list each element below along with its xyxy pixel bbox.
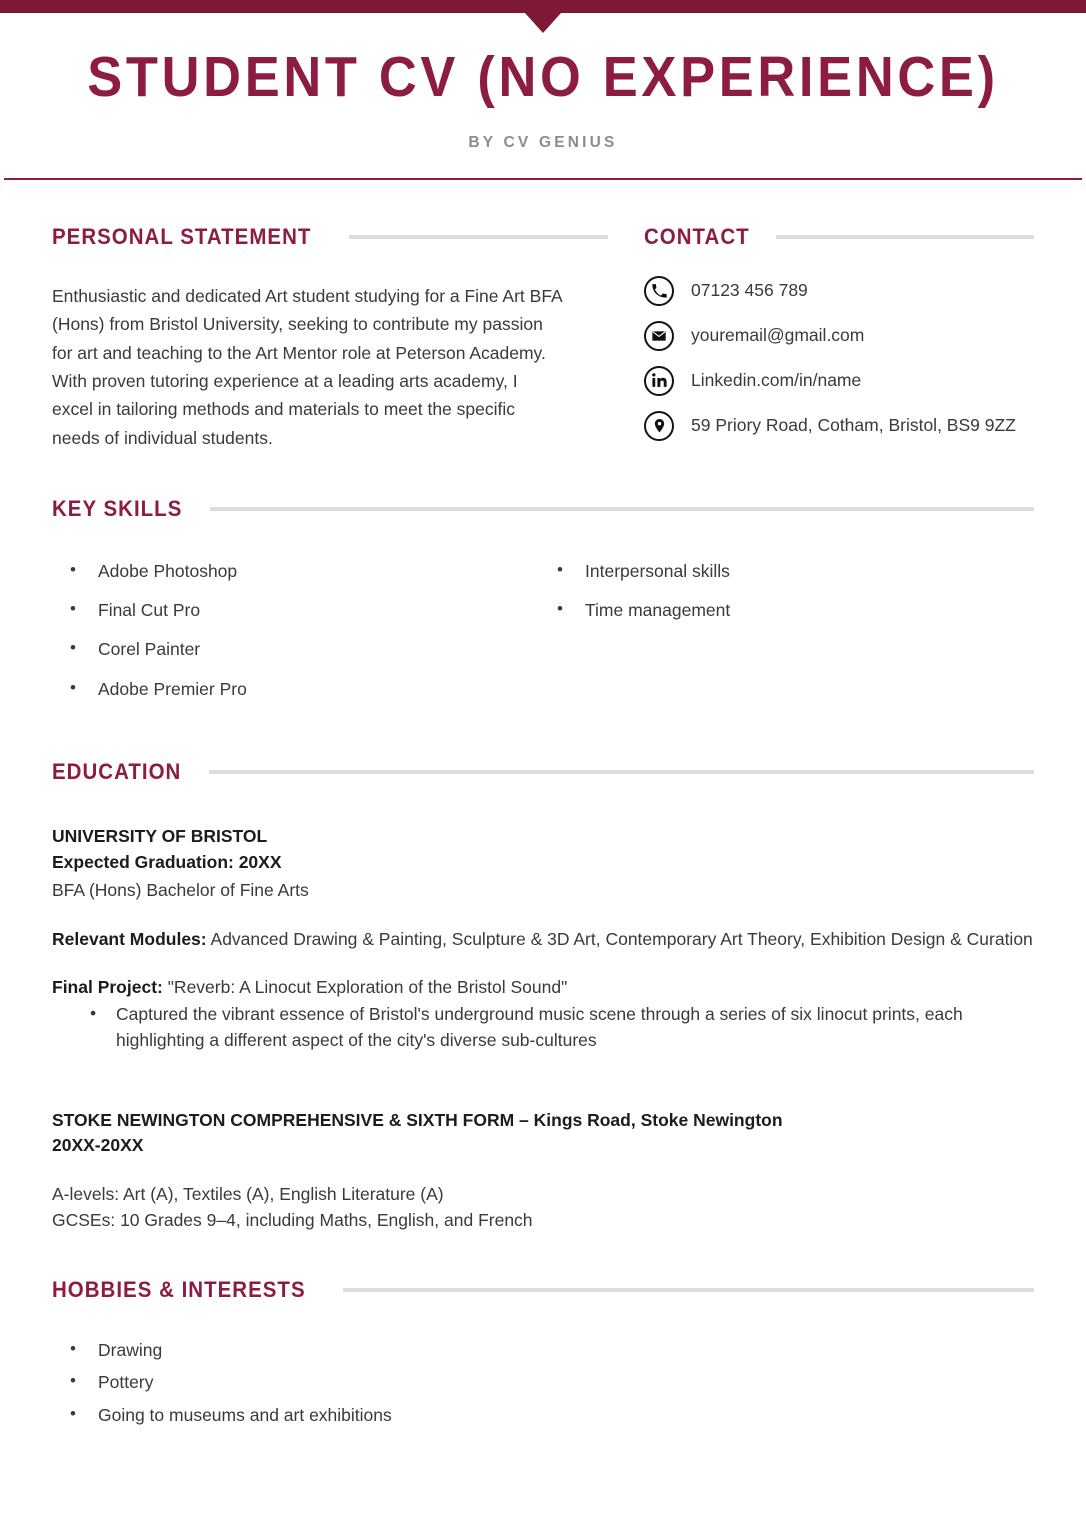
linkedin-icon xyxy=(644,366,674,396)
final-project-value: "Reverb: A Linocut Exploration of the Bristol Sound" xyxy=(162,976,568,997)
hobbies-heading xyxy=(52,1277,1034,1303)
contact-value: youremail@gmail.com xyxy=(691,325,865,346)
hobbies-section xyxy=(52,1277,1034,1428)
university-name: UNIVERSITY OF BRISTOL xyxy=(52,825,268,846)
page-subtitle: BY CV GENIUS xyxy=(468,133,618,151)
list-item: • Captured the vibrant essence of Bristol's underground music scene through a series of six linocut prints, each highlighting a different aspect of the city's diverse sub-cultures xyxy=(52,1002,1034,1054)
location-icon xyxy=(644,411,674,441)
relevant-modules-label: Relevant Modules: xyxy=(52,928,207,949)
education-section xyxy=(52,759,1034,1233)
section-label: KEY SKILLS xyxy=(52,495,183,521)
education-heading xyxy=(52,759,1034,785)
list-item: • Going to museums and art exhibitions xyxy=(52,1402,1034,1428)
email-icon xyxy=(644,321,674,351)
section-label: HOBBIES & INTERESTS xyxy=(52,1277,306,1303)
education-entry-university xyxy=(52,823,1034,1054)
university-graduation: Expected Graduation: 20XX xyxy=(52,852,282,873)
contact-list xyxy=(644,276,1034,441)
list-item: • Pottery xyxy=(52,1369,1034,1395)
list-item: • Time management xyxy=(543,597,1034,623)
section-rule xyxy=(776,235,1034,239)
education-entry-school xyxy=(52,1108,1034,1233)
header-notch xyxy=(525,13,561,33)
key-skills-heading xyxy=(52,496,1034,522)
list-item: • Drawing xyxy=(52,1337,1034,1363)
contact-item-email[interactable] xyxy=(644,321,1034,351)
relevant-modules-value: Advanced Drawing & Painting, Sculpture & 3D Art, Contemporary Art Theory, Exhibition Design & Curation xyxy=(206,928,1033,949)
list-item: • Corel Painter xyxy=(52,636,543,662)
contact-value: Linkedin.com/in/name xyxy=(691,370,862,391)
key-skills-section xyxy=(52,496,1034,715)
section-label: CONTACT xyxy=(644,223,750,249)
university-degree: BFA (Hons) Bachelor of Fine Arts xyxy=(52,880,309,901)
list-item: • Final Cut Pro xyxy=(52,597,543,623)
contact-item-linkedin[interactable] xyxy=(644,366,1034,396)
page-title: STUDENT CV (NO EXPERIENCE) xyxy=(87,45,999,109)
section-rule xyxy=(349,235,608,239)
hobbies-list xyxy=(52,1337,1034,1428)
cv-body xyxy=(0,180,1086,1428)
contact-value: 07123 456 789 xyxy=(691,280,808,301)
school-gcses: GCSEs: 10 Grades 9–4, including Maths, English, and French xyxy=(52,1209,533,1230)
section-rule xyxy=(210,507,1034,511)
top-columns xyxy=(52,180,1034,452)
relevant-modules xyxy=(52,926,1034,952)
contact-value: 59 Priory Road, Cotham, Bristol, BS9 9ZZ xyxy=(691,415,1016,436)
contact-heading xyxy=(644,224,1034,250)
section-rule xyxy=(209,770,1034,774)
phone-icon xyxy=(644,276,674,306)
school-name: STOKE NEWINGTON COMPREHENSIVE & SIXTH FORM – Kings Road, Stoke Newington xyxy=(52,1109,783,1130)
header-accent-bar xyxy=(0,0,1086,13)
personal-statement-text: Enthusiastic and dedicated Art student studying for a Fine Art BFA (Hons) from Bristol University, seeking to contribute my passion for art and teaching to the Art Mentor role at Peterson Academy. With proven tutoring experience at a leading arts academy, I excel in tailoring methods and materials to meet the specific needs of individual students. xyxy=(52,285,562,448)
list-item: • Adobe Premier Pro xyxy=(52,676,543,702)
key-skills-right-column xyxy=(543,558,1034,715)
school-alevels: A-levels: Art (A), Textiles (A), English Literature (A) xyxy=(52,1183,444,1204)
contact-item-address[interactable] xyxy=(644,411,1034,441)
school-dates: 20XX-20XX xyxy=(52,1135,144,1156)
key-skills-columns xyxy=(52,558,1034,715)
section-rule xyxy=(343,1288,1034,1292)
section-label: EDUCATION xyxy=(52,758,182,784)
final-project-label: Final Project: xyxy=(52,976,163,997)
final-project-bullets xyxy=(52,1002,1034,1054)
contact-item-phone[interactable] xyxy=(644,276,1034,306)
list-item: • Interpersonal skills xyxy=(543,558,1034,584)
personal-statement-heading xyxy=(52,224,608,250)
list-item: • Adobe Photoshop xyxy=(52,558,543,584)
personal-statement-section xyxy=(52,180,608,452)
school-grades xyxy=(52,1181,1034,1234)
key-skills-left-column xyxy=(52,558,543,715)
section-label: PERSONAL STATEMENT xyxy=(52,223,312,249)
final-project xyxy=(52,974,1034,1000)
contact-section xyxy=(644,180,1034,452)
